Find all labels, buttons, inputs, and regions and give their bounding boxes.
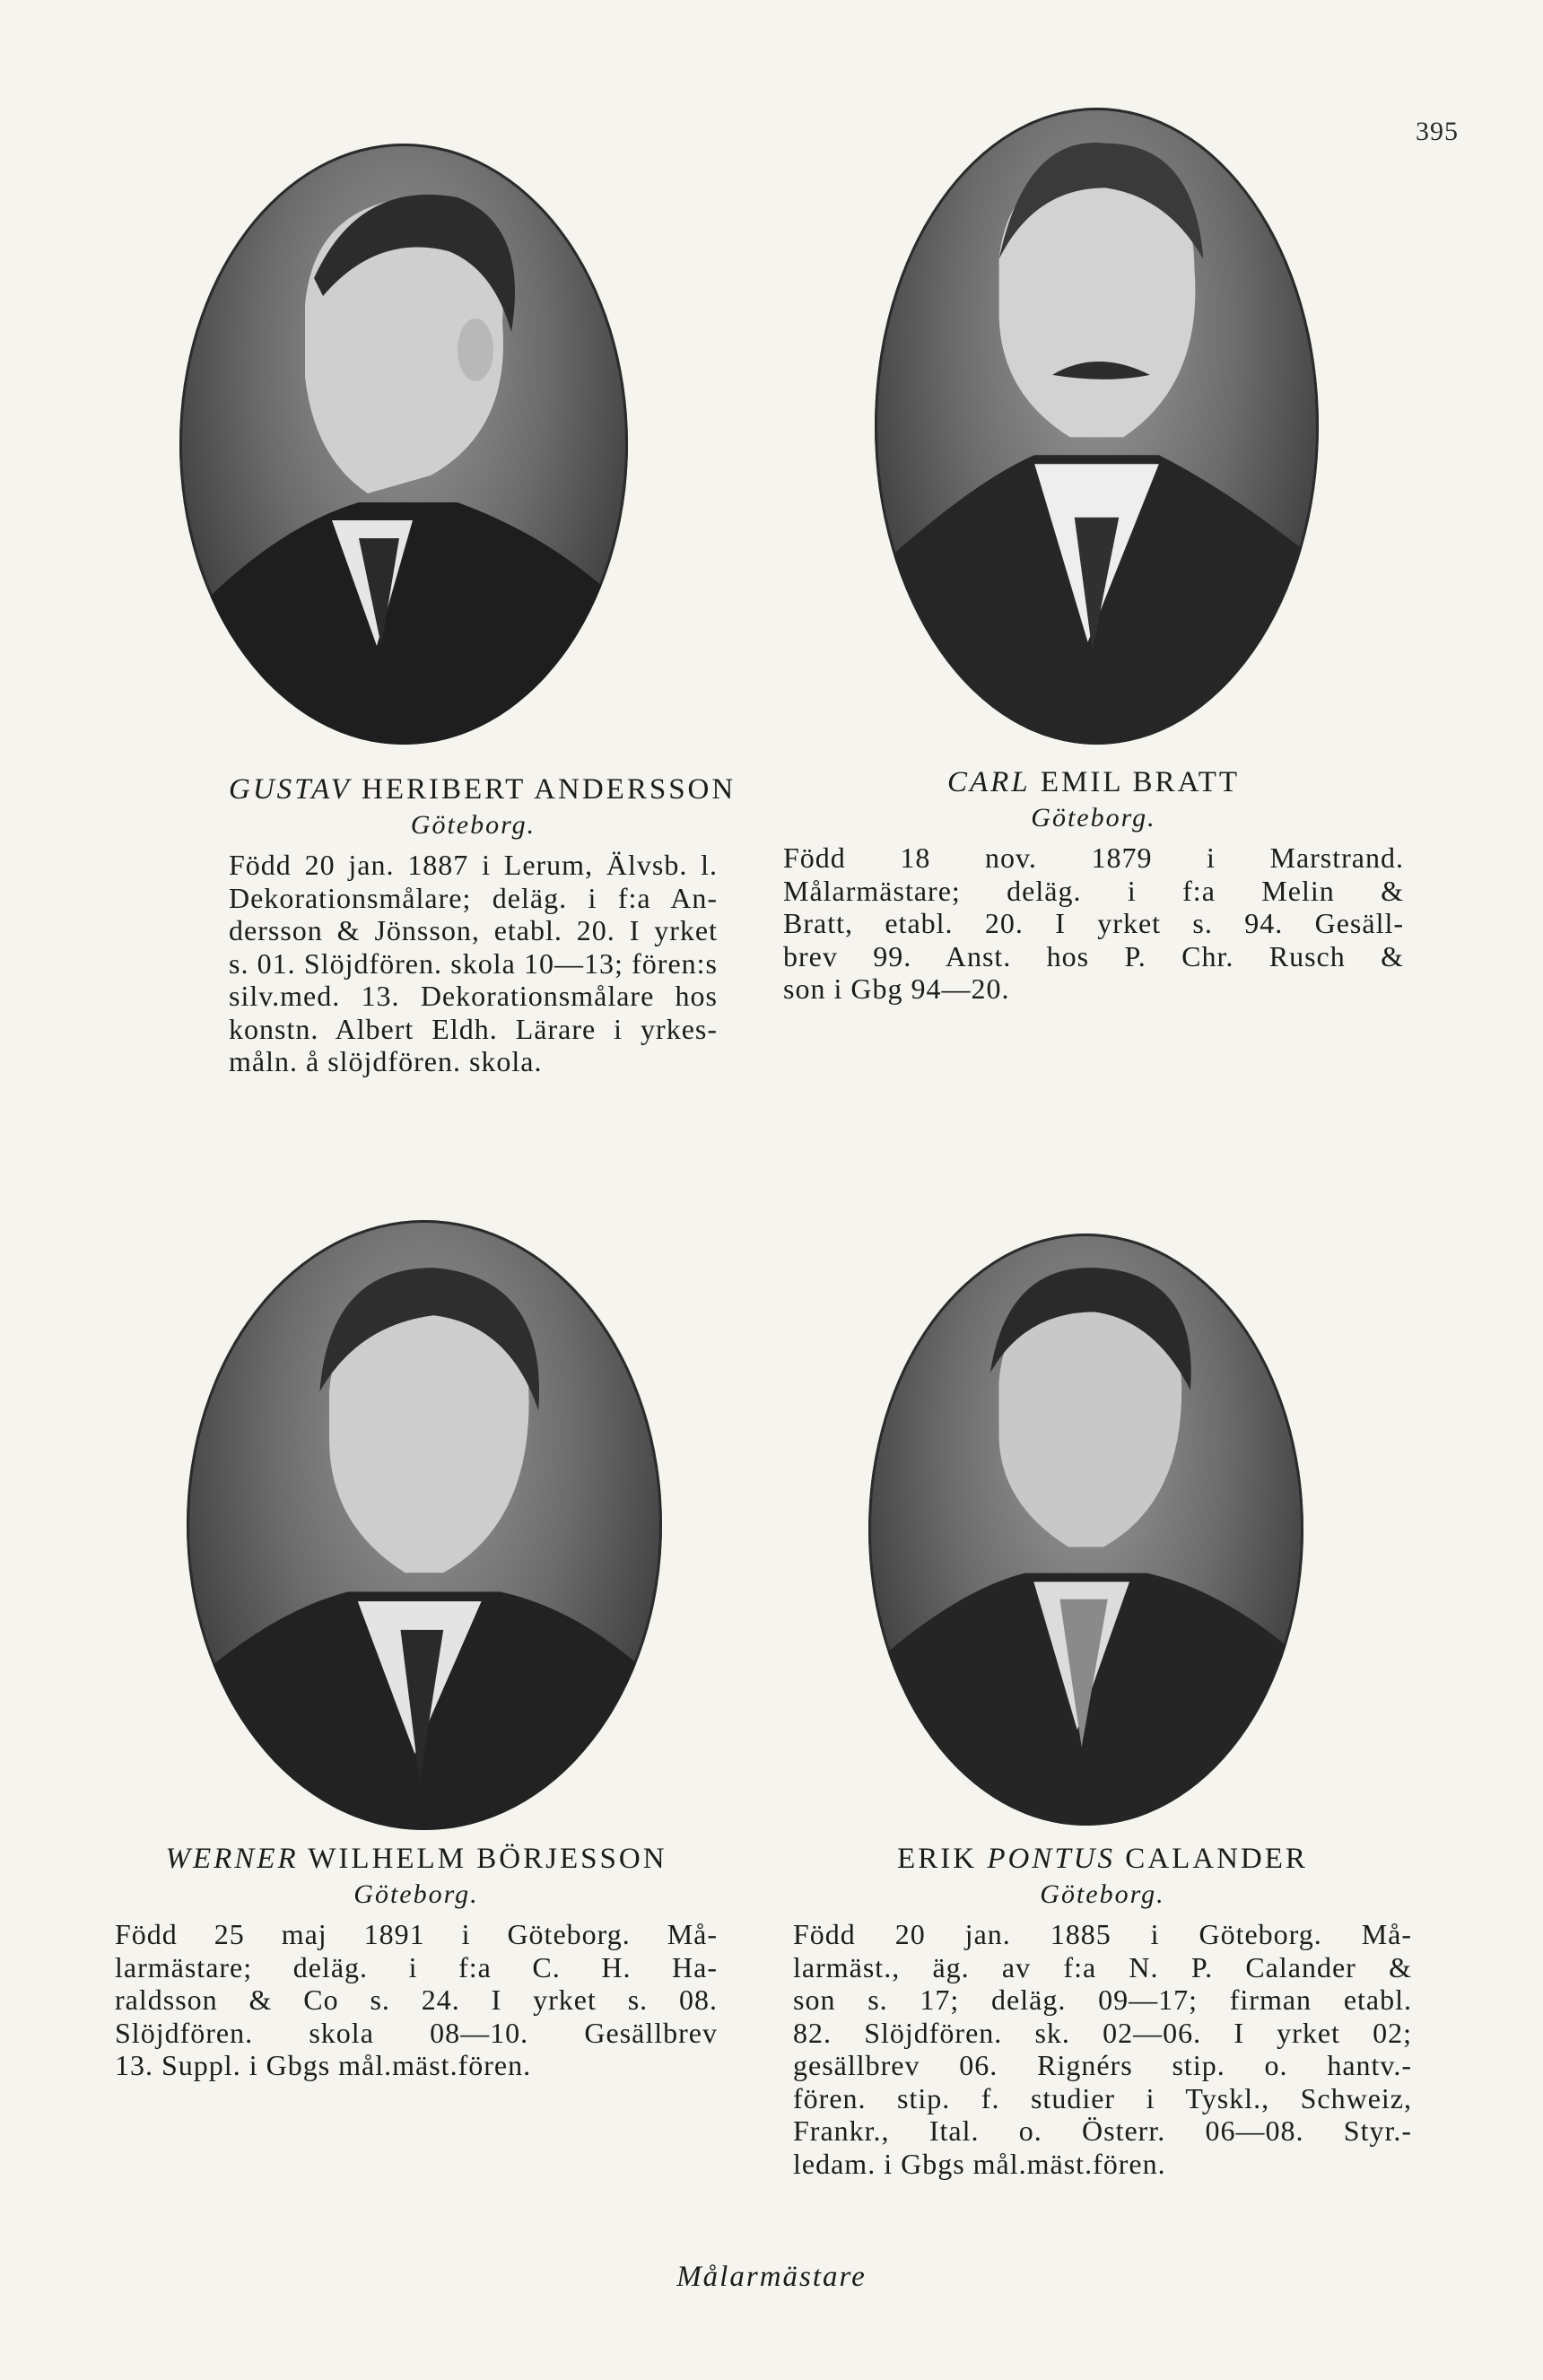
bio-line: 13. Suppl. i Gbgs mål.mäst.fören. [115,2049,532,2081]
given-name: WERNER [165,1843,299,1875]
surname: EMIL BRATT [1040,766,1241,798]
bio-line: Slöjdfören. skola 08—10. Gesällbrev [115,2016,718,2049]
bio-line: 82. Slöjdfören. sk. 02—06. I yrket 02; [793,2016,1412,2049]
biography-text [783,841,1404,1006]
bio-line: Född 20 jan. 1885 i Göteborg. Må- [793,1918,1412,1950]
bio-line: Dekorationsmålare; deläg. i f:a An- [229,881,718,914]
biography-entry [793,1841,1412,2180]
bio-line: Målarmästare; deläg. i f:a Melin & [783,874,1404,907]
bio-line: larmästare; deläg. i f:a C. H. Ha- [115,1950,718,1983]
portrait-photo-borjesson [187,1220,662,1830]
portrait-photo-bratt [875,108,1319,745]
page-footer: Målarmästare [676,2261,867,2293]
surname: WILHELM BÖRJESSON [308,1843,667,1875]
bio-line: Född 20 jan. 1887 i Lerum, Älvsb. l. [229,849,718,881]
bio-line: brev 99. Anst. hos P. Chr. Rusch & [783,939,1404,972]
bio-line: silv.med. 13. Dekorationsmålare hos [229,980,718,1012]
bio-line: son i Gbg 94—20. [783,972,1010,1005]
portrait-photo-calander [868,1234,1303,1826]
biography-text [229,849,718,1078]
biography-entry [783,764,1404,1006]
biography-entry [229,772,737,1078]
portrait-photo-andersson [179,144,628,745]
bio-line: Född 25 maj 1891 i Göteborg. Må- [115,1918,718,1950]
bio-line: son s. 17; deläg. 09—17; firman etabl. [793,1983,1412,2016]
given-name: CARL [946,766,1031,798]
bio-line: s. 01. Slöjdfören. skola 10—13; fören:s [229,946,718,980]
bio-line: larmäst., äg. av f:a N. P. Calander & [793,1950,1412,1983]
biography-text [115,1918,718,2082]
surname: CALANDER [1125,1843,1308,1875]
bio-line: ledam. i Gbgs mål.mäst.fören. [793,2147,1166,2180]
bio-line: Bratt, etabl. 20. I yrket s. 94. Gesäll- [783,907,1404,939]
bio-line: konstn. Albert Eldh. Lärare i yrkes- [229,1012,718,1045]
city: Göteborg. [1031,803,1156,833]
bio-line: fören. stip. f. studier i Tyskl., Schweiz, [793,2081,1412,2114]
biography-entry [115,1841,718,2082]
given-name: GUSTAV [229,773,352,806]
person-name [229,772,737,807]
biography-text [793,1918,1412,2180]
bio-line: Född 18 nov. 1879 i Marstrand. [783,841,1404,874]
bio-line: måln. å slöjdfören. skola. [229,1045,543,1077]
given-name: PONTUS [987,1843,1115,1875]
page-number: 395 [1416,117,1459,146]
first-name: ERIK [897,1843,978,1875]
person-name [115,1841,718,1877]
bio-line: Frankr., Ital. o. Österr. 06—08. Styr.- [793,2114,1412,2147]
city: Göteborg. [1040,1879,1165,1909]
person-name [783,764,1404,800]
city: Göteborg. [410,810,536,840]
bio-line: raldsson & Co s. 24. I yrket s. 08. [115,1983,718,2016]
surname: HERIBERT ANDERSSON [362,773,737,806]
bio-line: gesällbrev 06. Rignérs stip. o. hantv.- [793,2049,1412,2081]
city: Göteborg. [353,1879,479,1909]
person-name [793,1841,1412,1877]
bio-line: dersson & Jönsson, etabl. 20. I yrket [229,914,718,946]
